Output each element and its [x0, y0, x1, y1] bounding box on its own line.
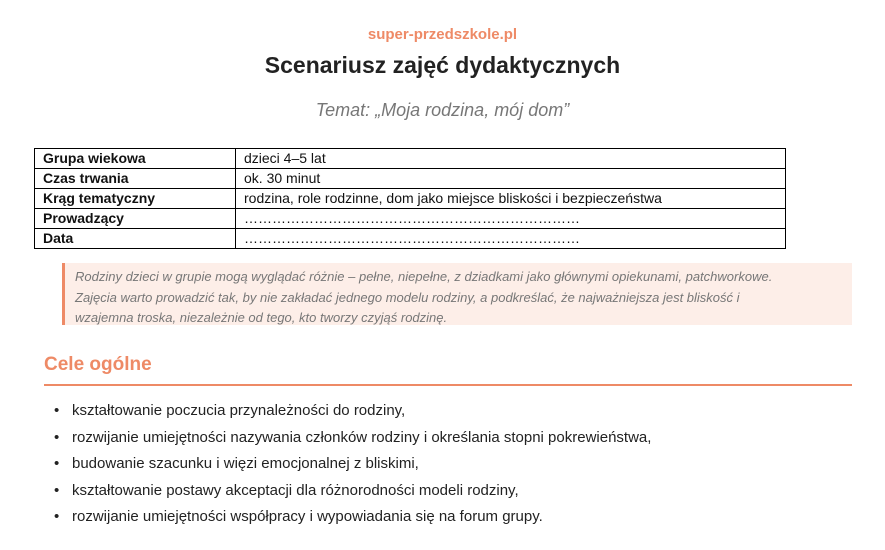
- goal-text: kształtowanie poczucia przynależności do rodziny,: [72, 402, 406, 419]
- list-item: [54, 506, 844, 533]
- note-line: Zajęcia warto prowadzić tak, by nie zakładać jednego modelu rodziny, a podkreślać, że najważniejsza jest bliskość i: [75, 289, 740, 305]
- row-label-theme: Krąg tematyczny: [35, 189, 236, 209]
- goal-text: rozwijanie umiejętności współpracy i wypowiadania się na forum grupy.: [72, 508, 543, 525]
- list-item: [54, 400, 844, 427]
- list-item: [54, 427, 844, 454]
- bullet-icon: •: [54, 402, 60, 419]
- section-heading-goals: Cele ogólne: [44, 354, 152, 375]
- row-value-date: ………………………………………………………………: [236, 229, 786, 249]
- row-value-teacher: ………………………………………………………………: [236, 209, 786, 229]
- list-item: [54, 453, 844, 480]
- bullet-icon: •: [54, 455, 60, 472]
- goals-list: [54, 400, 844, 533]
- table-row: [35, 229, 786, 249]
- row-value-age-group: dzieci 4–5 lat: [236, 149, 786, 169]
- row-value-theme: rodzina, role rodzinne, dom jako miejsce bliskości i bezpieczeństwa: [236, 189, 786, 209]
- goal-text: budowanie szacunku i więzi emocjonalnej z bliskimi,: [72, 455, 419, 472]
- row-value-duration: ok. 30 minut: [236, 169, 786, 189]
- note-line: Rodziny dzieci w grupie mogą wyglądać różnie – pełne, niepełne, z dziadkami jako głównymi opiekunami, patchworkowe.: [75, 269, 773, 284]
- page-title: Scenariusz zajęć dydaktycznych: [264, 52, 621, 78]
- note-line: wzajemna troska, niezależnie od tego, kto tworzy czyjąś rodzinę.: [75, 310, 448, 325]
- lesson-topic: Temat: „Moja rodzina, mój dom”: [315, 100, 570, 120]
- bullet-icon: •: [54, 481, 60, 499]
- section-divider: [44, 384, 852, 386]
- table-row: [35, 169, 786, 189]
- table-row: [35, 149, 786, 169]
- row-label-age-group: Grupa wiekowa: [35, 149, 236, 169]
- goal-text: kształtowanie postawy akceptacji dla różnorodności modeli rodziny,: [72, 481, 519, 499]
- bullet-icon: •: [54, 428, 60, 446]
- teacher-note: [62, 263, 852, 325]
- row-label-teacher: Prowadzący: [35, 209, 236, 229]
- bullet-icon: •: [54, 508, 60, 525]
- table-row: [35, 209, 786, 229]
- table-row: [35, 189, 786, 209]
- site-name: super-przedszkole.pl: [367, 26, 518, 43]
- row-label-date: Data: [35, 229, 236, 249]
- goal-text: rozwijanie umiejętności nazywania członków rodziny i określania stopni pokrewieństwa,: [72, 428, 652, 446]
- list-item: [54, 480, 844, 507]
- row-label-duration: Czas trwania: [35, 169, 236, 189]
- lesson-info-table: [34, 148, 786, 249]
